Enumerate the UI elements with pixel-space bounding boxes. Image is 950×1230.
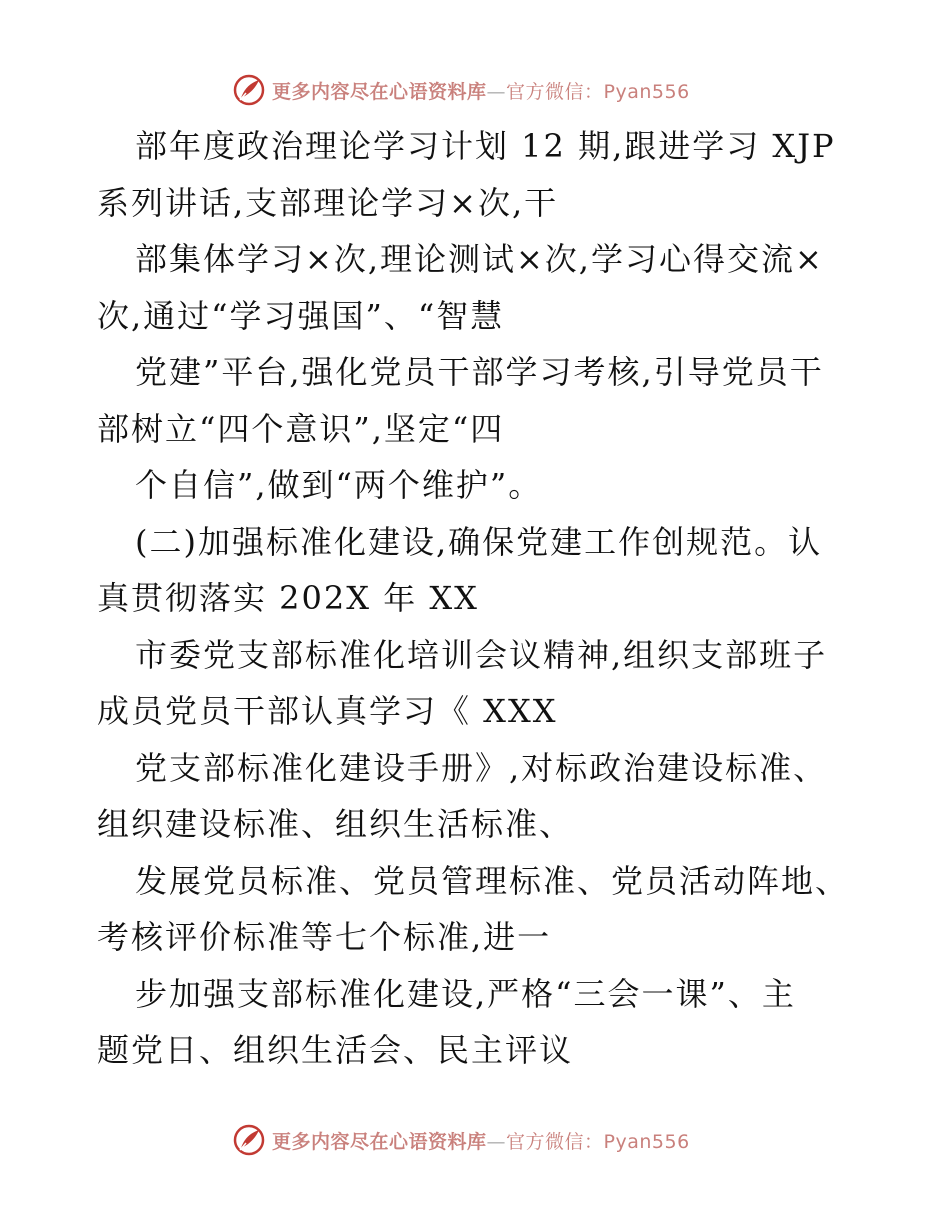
watermark-sub-text: 官方微信：Pyan556: [506, 1130, 690, 1153]
text-line: 部年度政治理论学习计划 12 期,跟进学习 XJP: [135, 127, 836, 165]
text-line: 市委党支部标准化培训会议精神,组织支部班子: [135, 635, 828, 674]
watermark-footer: [232, 1122, 690, 1158]
watermark-header: [232, 72, 690, 108]
text-line: 党支部标准化建设手册》,对标政治建设标准、: [135, 748, 828, 787]
text-line: 步加强支部标准化建设,严格“三会一课”、主: [135, 974, 796, 1013]
text-line: 部树立“四个意识”,坚定“四: [97, 409, 505, 448]
feather-pen-logo-icon: [232, 1123, 266, 1157]
text-line: 成员党员干部认真学习《 XXX: [97, 692, 558, 730]
text-line: 个自信”,做到“两个维护”。: [135, 466, 543, 504]
text-line: 次,通过“学习强国”、“智慧: [97, 296, 505, 335]
text-line: 部集体学习×次,理论测试×次,学习心得交流×: [135, 240, 824, 278]
text-line: 组织建设标准、组织生活标准、: [97, 805, 574, 843]
feather-pen-logo-icon: [232, 73, 266, 107]
text-line: 系列讲话,支部理论学习×次,干: [97, 183, 559, 222]
text-line: 考核评价标准等七个标准,进一: [97, 918, 552, 956]
document-body: [97, 118, 857, 1079]
watermark-main-text: 更多内容尽在心语资料库: [272, 80, 487, 103]
watermark-separator: —: [486, 1130, 507, 1153]
text-line: 发展党员标准、党员管理标准、党员活动阵地、: [135, 861, 850, 900]
text-line: (二)加强标准化建设,确保党建工作创规范。认: [135, 522, 823, 561]
watermark-sub-text: 官方微信：Pyan556: [506, 80, 690, 103]
text-line: 真贯彻落实 202X 年 XX: [97, 579, 479, 617]
text-line: 党建”平台,强化党员干部学习考核,引导党员干: [135, 353, 824, 391]
watermark-text: [272, 1127, 690, 1154]
text-line: 题党日、组织生活会、民主评议: [97, 1031, 574, 1069]
watermark-main-text: 更多内容尽在心语资料库: [272, 1130, 487, 1153]
watermark-text: [272, 77, 690, 104]
watermark-separator: —: [486, 80, 507, 103]
